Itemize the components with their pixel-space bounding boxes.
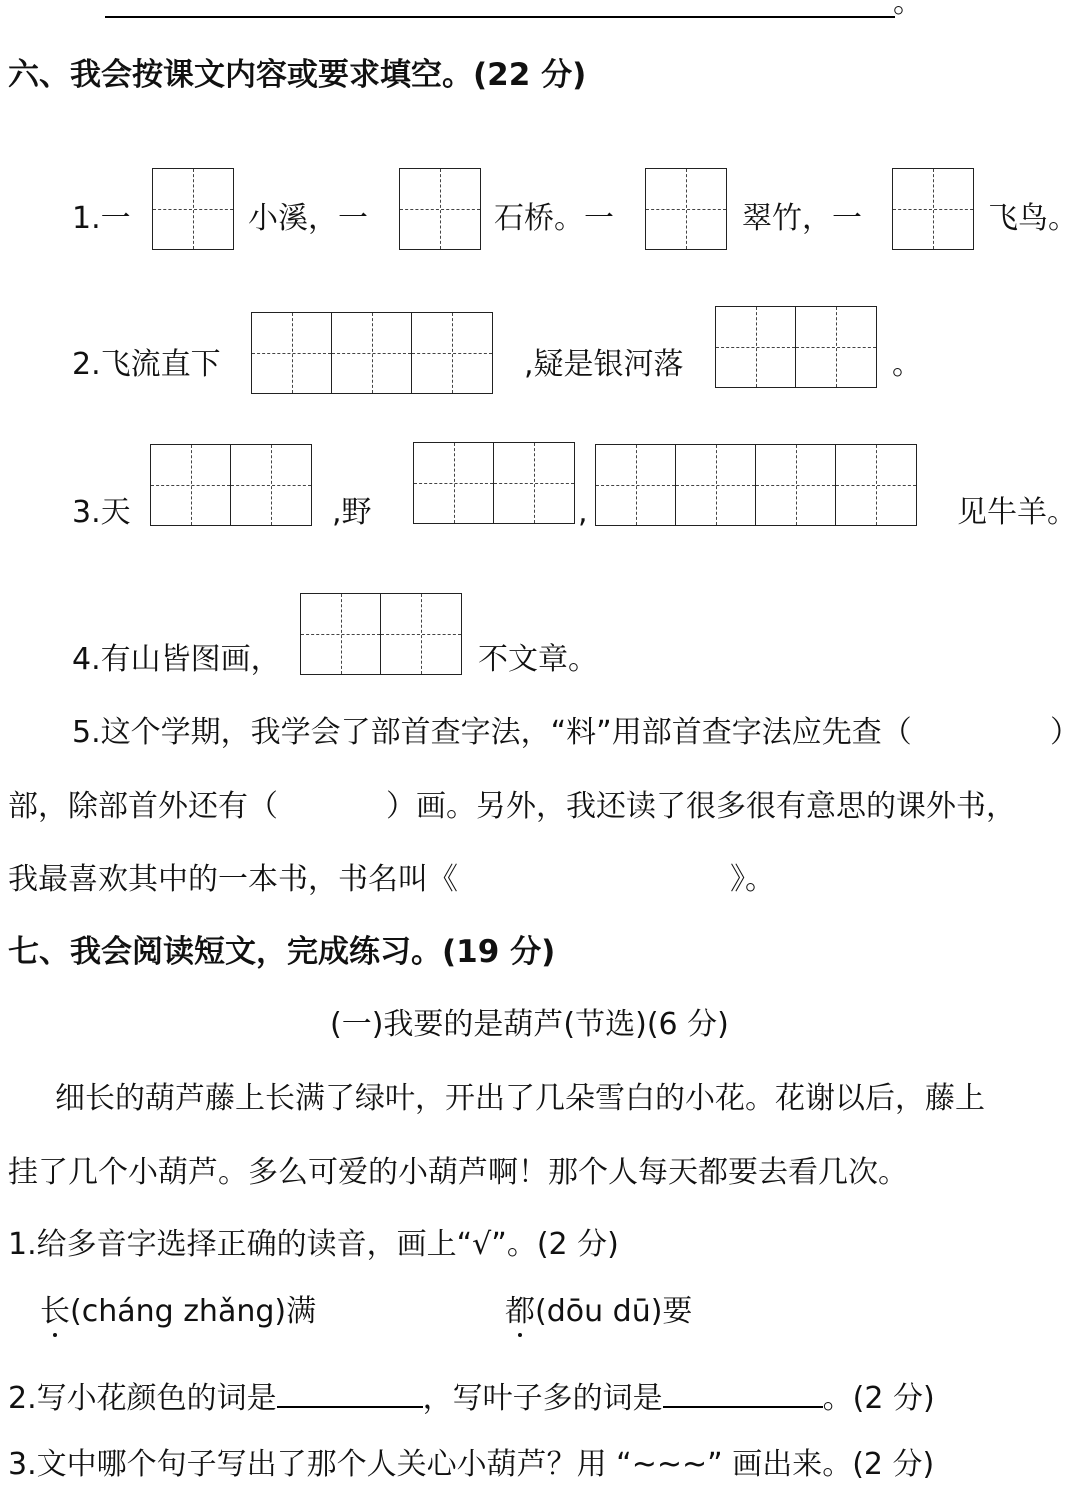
q3-prefix: 3.天 — [72, 495, 131, 530]
polyphone-option — [40, 1294, 317, 1329]
q5-paren-close: ） — [1050, 715, 1080, 750]
q4-prefix: 4.有山皆图画， — [72, 642, 281, 677]
passage-para: 挂了几个小葫芦。多么可爱的小葫芦啊！那个人每天都要去看几次。 — [8, 1155, 908, 1190]
answer-blank[interactable] — [663, 1376, 823, 1408]
q3-text: ,野 — [332, 495, 372, 530]
q5-line2: 部，除部首外还有（ — [8, 789, 278, 824]
q5-line3-end: 》。 — [730, 862, 775, 897]
polyphone-option — [505, 1294, 693, 1329]
grid-box[interactable] — [150, 444, 312, 526]
q5-line1: 5.这个学期，我学会了部首查字法，“料”用部首查字法应先查（ — [72, 715, 912, 750]
q1-text: 石桥。一 — [494, 201, 614, 236]
dotted-char: 长 — [40, 1294, 70, 1329]
grid-box[interactable] — [152, 168, 234, 250]
section-7-title: 七、我会阅读短文，完成练习。(19 分) — [8, 934, 556, 970]
q1-text: 小溪，一 — [248, 201, 368, 236]
question-3: 3.文中哪个句子写出了那个人关心小葫芦？用 “~~~” 画出来。(2 分) — [8, 1447, 935, 1482]
dotted-char: 都 — [505, 1294, 535, 1329]
grid-box[interactable] — [715, 306, 877, 388]
question-2-text: 2.写小花颜色的词是 — [8, 1381, 277, 1416]
end-mark: 。 — [893, 0, 923, 20]
grid-box[interactable] — [251, 312, 493, 394]
q3-comma: , — [578, 495, 588, 530]
question-1: 1.给多音字选择正确的读音，画上“√”。(2 分) — [8, 1227, 619, 1262]
grid-box[interactable] — [892, 168, 974, 250]
grid-box[interactable] — [595, 444, 917, 526]
q2-text: ,疑是银河落 — [524, 347, 684, 382]
q1-text: 飞鸟。 — [988, 201, 1078, 236]
section-6-title: 六、我会按课文内容或要求填空。(22 分) — [8, 57, 587, 93]
passage-para: 细长的葫芦藤上长满了绿叶，开出了几朵雪白的小花。花谢以后，藤上 — [55, 1081, 985, 1116]
pinyin-options[interactable]: (dōu dū)要 — [535, 1294, 693, 1329]
q5-line2-rest: ）画。另外，我还读了很多很有意思的课外书， — [386, 789, 1016, 824]
question-2 — [8, 1376, 935, 1414]
pinyin-options[interactable]: (cháng zhǎng)满 — [70, 1294, 317, 1329]
grid-box[interactable] — [300, 593, 462, 675]
grid-box[interactable] — [413, 442, 575, 524]
grid-box[interactable] — [399, 168, 481, 250]
q2-end: 。 — [892, 347, 922, 382]
question-2-text: 。(2 分) — [822, 1381, 935, 1416]
question-2-text: ，写叶子多的词是 — [422, 1381, 663, 1416]
answer-blank[interactable] — [277, 1376, 423, 1408]
q5-line3: 我最喜欢其中的一本书，书名叫《 — [8, 862, 458, 897]
passage-title: (一)我要的是葫芦(节选)(6 分) — [330, 1007, 729, 1042]
q4-end: 不文章。 — [478, 642, 598, 677]
q1-text: 翠竹，一 — [742, 201, 862, 236]
q2-prefix: 2.飞流直下 — [72, 347, 221, 382]
answer-line — [105, 16, 895, 18]
grid-box[interactable] — [645, 168, 727, 250]
q1-prefix: 1.一 — [72, 201, 131, 236]
q3-end: 见牛羊。 — [957, 495, 1077, 530]
